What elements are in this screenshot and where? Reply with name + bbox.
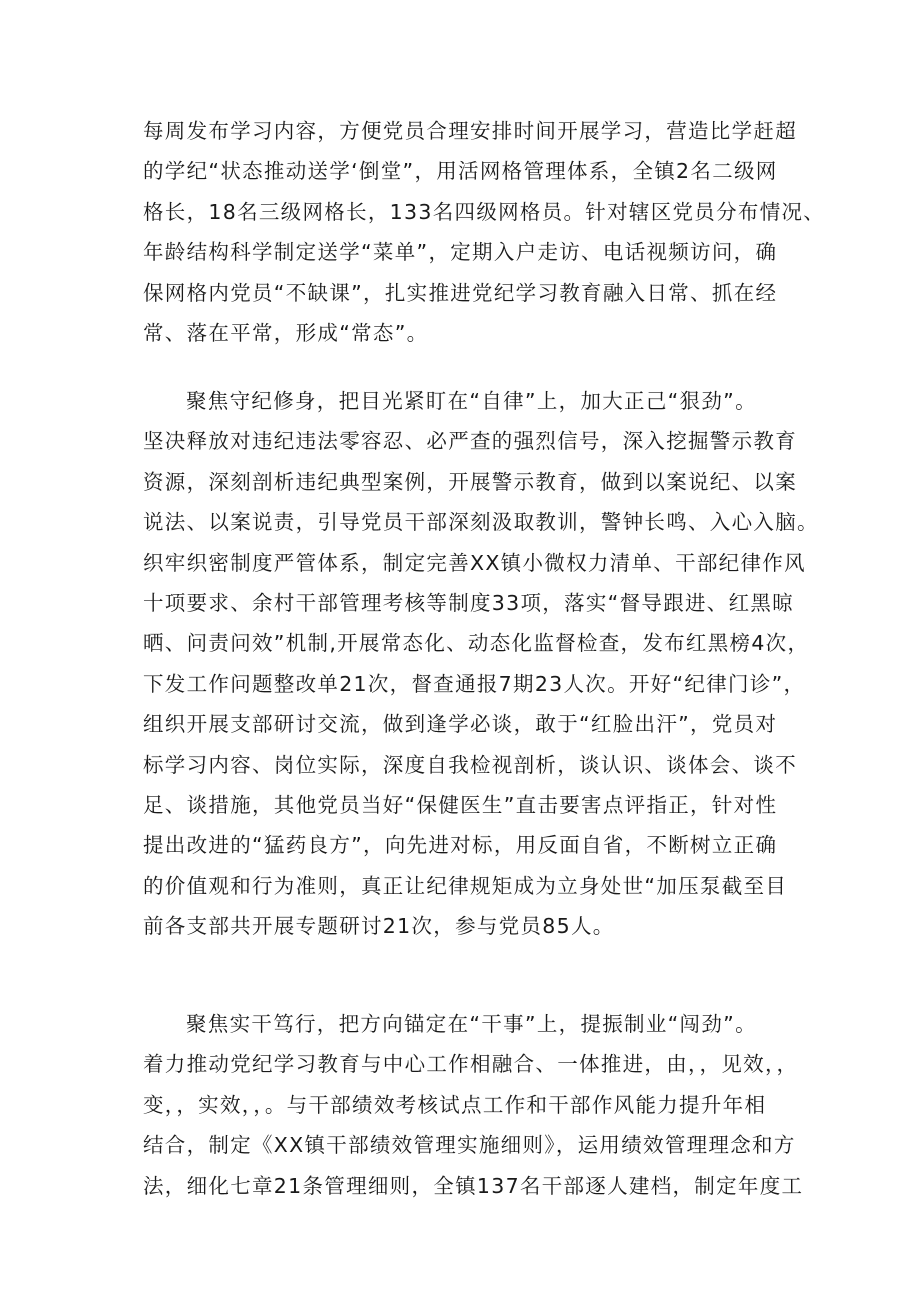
text-line: 坚决释放对违纪违法零容忍、必严查的强烈信号，深入挖掘警示教育: [143, 429, 797, 454]
text-line: 结合，制定《XX镇干部绩效管理实施细则》，运用绩效管理理念和方: [143, 1133, 796, 1158]
text-line: 标学习内容、岗位实际，深度自我检视剖析，谈认识、谈体会、谈不: [143, 752, 797, 777]
text-line: 年龄结构科学制定送学“菜单”，定期入户走访、电话视频访问，确: [143, 240, 778, 265]
text-line: 下发工作问题整改单21次，督查通报7期23人次。开好“纪律门诊”，: [143, 671, 806, 696]
text-line: 着力推动党纪学习教育与中心工作相融合、一体推进，由，，见效，，: [143, 1052, 799, 1077]
text-line: 织牢织密制度严管体系，制定完善XX镇小微权力清单、干部纪律作风: [143, 550, 806, 575]
text-line: 足、谈措施，其他党员当好“保健医生”直击要害点评指正，针对性: [143, 793, 778, 818]
text-line: 的学纪“状态推动送学‘倒堂”，用活网格管理体系，全镇2名二级网: [143, 159, 778, 184]
text-line: 晒、问责问效”机制,开展常态化、动态化监督检查，发布红黑榜4次，: [143, 631, 810, 656]
text-line: 聚焦实干笃行，把方向锚定在“干事”上，提振制业“闯劲”。: [186, 1012, 757, 1036]
paragraph-3: [143, 1004, 803, 1206]
text-line: 常、落在平常，形成“常态”。: [143, 321, 429, 346]
text-line: 资源，深刻剖析违纪典型案例，开展警示教育，做到以案说纪、以案: [143, 469, 797, 494]
text-line: 聚焦守纪修身，把目光紧盯在“自律”上，加大正己“狠劲”。: [186, 389, 757, 413]
text-line: 每周发布学习内容，方便党员合理安排时间开展学习，营造比学赶超: [143, 119, 797, 143]
paragraph-1: [143, 111, 826, 353]
text-line: 变，，实效，，。与干部绩效考核试点工作和干部作风能力提升年相: [143, 1092, 767, 1117]
text-line: 十项要求、余村干部管理考核等制度33项，落实“督导跟进、红黑晾: [143, 591, 795, 616]
text-line: 的价值观和行为准则，真正让纪律规矩成为立身处世“加压泵截至目: [143, 873, 788, 898]
text-line: 保网格内党员“不缺课”，扎实推进党纪学习教育融入日常、抓在经: [143, 280, 778, 305]
text-line: 前各支部共开展专题研讨21次，参与党员85人。: [143, 914, 615, 939]
text-line: 格长，18名三级网格长，133名四级网格员。针对辖区党员分布情况、: [143, 199, 826, 224]
text-line: 说法、以案说责，引导党员干部深刻汲取教训，警钟长鸣、入心入脑。: [143, 510, 819, 535]
text-line: 法，细化七章21条管理细则，全镇137名干部逐人建档，制定年度工: [143, 1173, 804, 1198]
text-line: 组织开展支部研讨交流，做到逢学必谈，敢于“红脸出汗”，党员对: [143, 712, 778, 737]
paragraph-2: [143, 381, 819, 947]
text-line: 提出改进的“猛药良方”，向先进对标，用反面自省，不断树立正确: [143, 833, 778, 858]
